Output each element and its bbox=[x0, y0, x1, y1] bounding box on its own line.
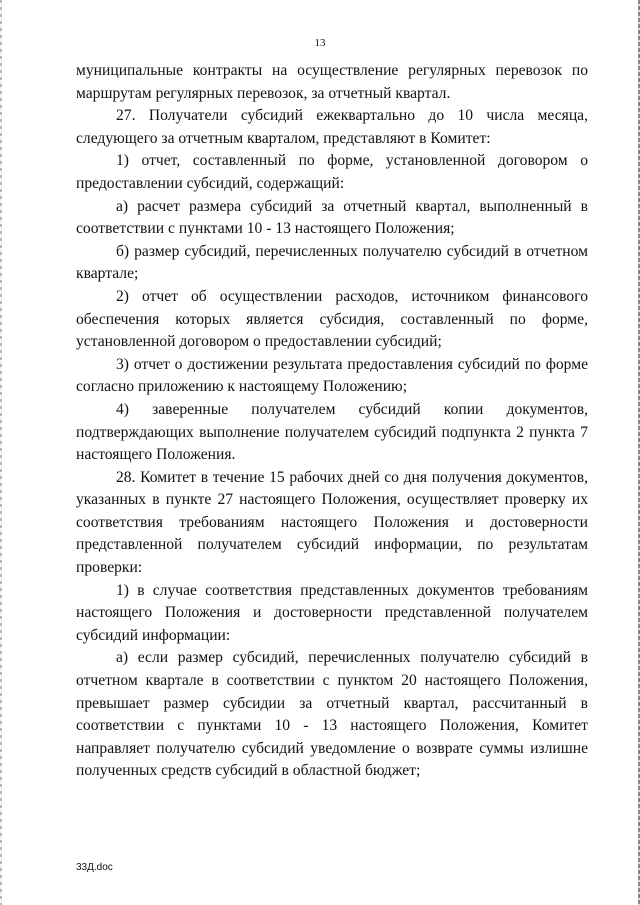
paragraph-item-27-3: 3) отчет о достижении результата предоставления субсидий по форме согласно приложению к настоящему Положению; bbox=[76, 355, 588, 396]
paragraph-item-27-1: 1) отчет, составленный по форме, установленной договором о предоставлении субсидий, содержащий: bbox=[76, 152, 588, 192]
page-number: 13 bbox=[314, 37, 326, 49]
paragraph-item-28: 28. Комитет в течение 15 рабочих дней со дня получения документов, указанных в пункте 27 настоящего Положения, осуществляет проверку их соответствия требованиям настоящего Положения и достоверности представленной получателем субсидий информации, по результатам проверки: bbox=[76, 468, 588, 577]
document-body bbox=[76, 60, 588, 783]
paragraph-contracts-continuation: муниципальные контракты на осуществление регулярных перевозок по маршрутам регулярных перевозок, за отчетный квартал. bbox=[76, 62, 588, 102]
paragraph-item-28-1-a: а) если размер субсидий, перечисленных получателю субсидий в отчетном квартале в соответствии с пунктом 20 настоящего Положения, превышает размер субсидии за отчетный квартал, рассчитанный в соответствии с пунктами 10 - 13 настоящего Положения, Комитет направляет получателю субсидий уведомление о возврате суммы излишне полученных средств субсидий в областной бюджет; bbox=[76, 649, 588, 780]
paragraph-item-27-4: 4) заверенные получателем субсидий копии документов, подтверждающих выполнение получателем субсидий подпункта 2 пункта 7 настоящего Положения. bbox=[76, 400, 588, 464]
paragraph-item-28-1: 1) в случае соответствия представленных документов требованиям настоящего Положения и достоверности представленной получателем субсидий информации: bbox=[76, 581, 588, 644]
scan-left-edge bbox=[0, 0, 2, 905]
footer-filename: 33Д.doc bbox=[76, 862, 113, 873]
paragraph-item-27-2: 2) отчет об осуществлении расходов, источником финансового обеспечения которых является субсидия, составленный по форме, установленной договором о предоставлении субсидий; bbox=[76, 287, 588, 351]
paragraph-item-27-1-a: а) расчет размера субсидий за отчетный квартал, выполненный в соответствии с пунктами 10 - 13 настоящего Положения; bbox=[76, 197, 588, 238]
paragraph-item-27: 27. Получатели субсидий ежеквартально до 10 числа месяца, следующего за отчетным кварталом, представляют в Комитет: bbox=[76, 107, 588, 147]
paragraph-item-27-1-b: б) размер субсидий, перечисленных получателю субсидий в отчетном квартале; bbox=[76, 242, 588, 283]
